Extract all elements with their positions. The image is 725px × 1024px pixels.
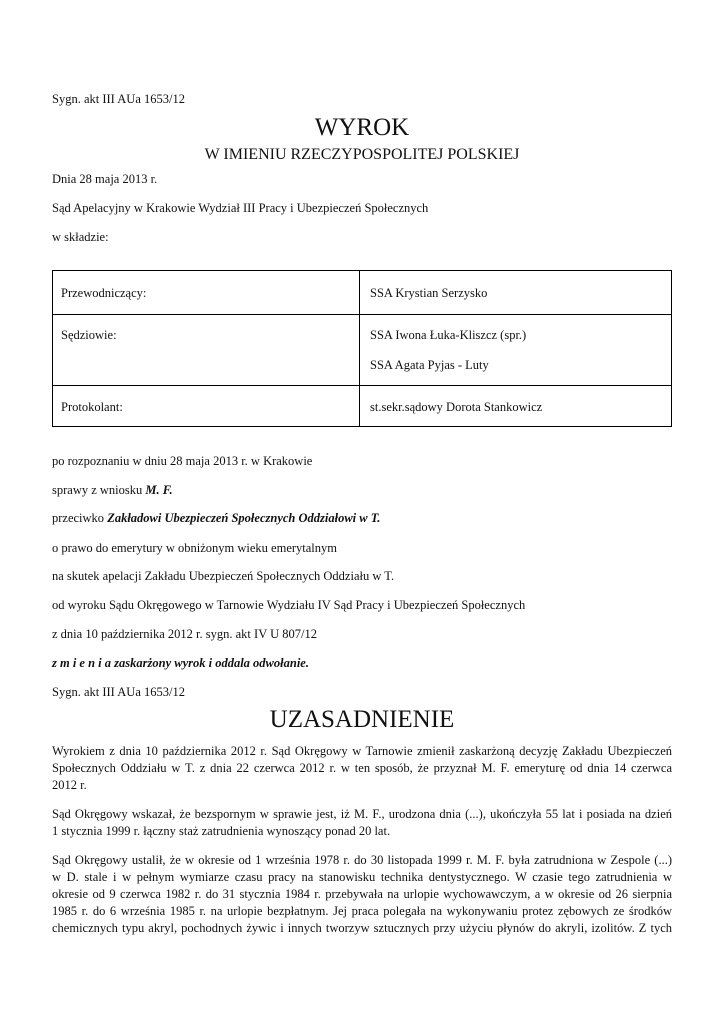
case-line-2-prefix: sprawy z wniosku	[52, 483, 146, 497]
court-name: Sąd Apelacyjny w Krakowie Wydział III Pracy i Ubezpieczeń Społecznych	[52, 201, 429, 215]
justification-paragraph-1	[52, 743, 672, 794]
panel-table	[52, 270, 672, 427]
judge-2-name: SSA Agata Pyjas - Luty	[370, 358, 489, 372]
table-row	[53, 314, 671, 385]
case-line-5: na skutek apelacji Zakładu Ubezpieczeń Społecznych Oddziału w T.	[52, 569, 395, 583]
respondent-name: Zakładowi Ubezpieczeń Społecznych Oddziałowi w T.	[107, 511, 381, 525]
paragraph-line: 1 stycznia 1999 r. łączny staż zatrudnienia wynoszący ponad 20 lat.	[52, 824, 391, 838]
case-line-7: z dnia 10 października 2012 r. sygn. akt IV U 807/12	[52, 627, 317, 641]
justification-paragraph-2	[52, 806, 672, 840]
paragraph-line: Sąd Okręgowy ustalił, że w okresie od 1 września 1978 r. do 30 listopada 1999 r. M. F. była zatrudniona w Zespole (...)	[52, 853, 672, 867]
composition-label: w składzie:	[52, 230, 109, 244]
presiding-label: Przewodniczący:	[61, 286, 147, 300]
paragraph-line: Sąd Okręgowy wskazał, że bezspornym w sprawie jest, iż M. F., urodzona dnia (...), ukończyła 55 lat i posiada na dzień	[52, 807, 672, 821]
case-line-3	[52, 510, 380, 526]
table-row	[53, 271, 671, 314]
case-line-1: po rozpoznaniu w dniu 28 maja 2013 r. w Krakowie	[52, 454, 313, 468]
paragraph-line: okresie od 9 czerwca 1982 r. do 31 stycznia 1984 r. przebywała na urlopie wychowawczym, a w okresie od 26 sierpnia	[52, 887, 672, 901]
judgment-date: Dnia 28 maja 2013 r.	[52, 172, 158, 186]
paragraph-line: Społecznych Oddziału w T. z dnia 22 czerwca 2012 r. w ten sposób, że przyznał M. F. emeryturę od dnia 14 czerwca	[52, 761, 672, 775]
case-line-6: od wyroku Sądu Okręgowego w Tarnowie Wydziału IV Sąd Pracy i Ubezpieczeń Społecznych	[52, 598, 526, 612]
case-signature-top: Sygn. akt III AUa 1653/12	[52, 92, 185, 106]
verdict-text: z m i e n i a zaskarżony wyrok i oddala odwołanie.	[52, 656, 309, 670]
document-title: WYROK	[314, 114, 410, 141]
table-row	[53, 385, 671, 426]
presiding-name: SSA Krystian Serzysko	[370, 286, 488, 300]
case-line-2	[52, 482, 173, 498]
applicant-name: M. F.	[145, 483, 173, 497]
justification-paragraph-3	[52, 852, 672, 937]
case-line-4: o prawo do emerytury w obniżonym wieku emerytalnym	[52, 541, 337, 555]
paragraph-line: w D. stale i w pełnym wymiarze czasu pracy na stanowisku technika dentystycznego. W czasie tego zatrudnienia w	[52, 870, 672, 884]
judge-1-name: SSA Iwona Łuka-Kliszcz (spr.)	[370, 328, 527, 342]
clerk-label: Protokolant:	[61, 400, 123, 414]
paragraph-line: Wyrokiem z dnia 10 października 2012 r. Sąd Okręgowy w Tarnowie zmienił zaskarżoną decyzję Zakładu Ubezpieczeń	[52, 744, 672, 758]
paragraph-line: 1985 r. do 6 września 1985 r. na urlopie bezpłatnym. Jej praca polegała na wykonywaniu protez zębowych ze środków	[52, 904, 672, 918]
paragraph-line: 2012 r.	[52, 778, 87, 792]
case-line-3-prefix: przeciwko	[52, 511, 108, 525]
justification-title: UZASADNIENIE	[269, 706, 455, 733]
case-signature-bottom: Sygn. akt III AUa 1653/12	[52, 685, 185, 699]
paragraph-line: chemicznych typu akryl, pochodnych żywic i innych tworzyw sztucznych przy użyciu płynów do akryli, izolitów. Z tych	[52, 921, 672, 935]
document-subtitle: W IMIENIU RZECZYPOSPOLITEJ POLSKIEJ	[204, 146, 520, 163]
clerk-name: st.sekr.sądowy Dorota Stankowicz	[370, 400, 543, 414]
judges-label: Sędziowie:	[61, 328, 117, 342]
